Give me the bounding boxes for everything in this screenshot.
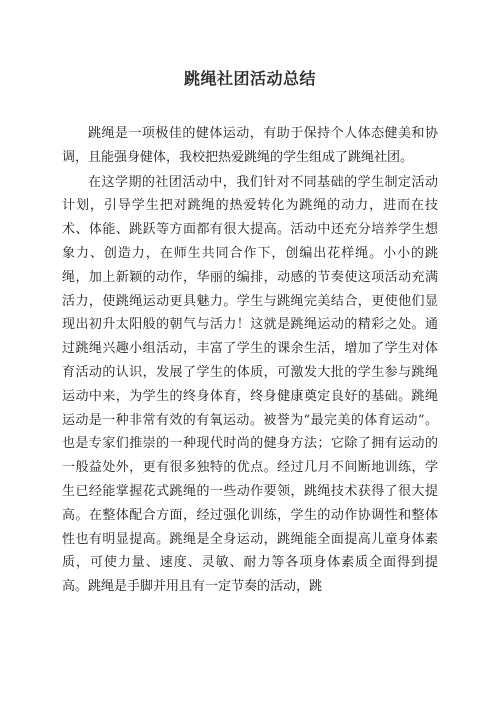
document-title: 跳绳社团活动总结 (183, 69, 316, 88)
paragraph-1: 跳绳是一项极佳的健体运动，有助于保持个人体态健美和协调，且能强身健体，我校把热爱跳绳的学生组成了跳绳社团。 (62, 126, 438, 165)
document-body (62, 122, 438, 599)
paragraph-2: 在这学期的社团活动中，我们针对不同基础的学生制定活动计划，引导学生把对跳绳的热爱转化为跳绳的动力，进而在技术、体能、跳跃等方面都有很大提高。活动中还充分培养学生想象力、创造力，在师生共同合作下，创编出花样绳。小小的跳绳，加上新颖的动作，华丽的编排，动感的节奏使这项活动充满活力，使跳绳运动更具魅力。学生与跳绳完美结合，更使他们显现出初升太阳般的朝气与活力！这就是跳绳运动的精彩之处。通过跳绳兴趣小组活动，丰富了学生的课余生活，增加了学生对体育活动的认识，发展了学生的体质，可激发大批的学生参与跳绳运动中来，为学生的终身体育，终身健康奠定良好的基础。跳绳运动是一种非常有效的有氧运动。被誉为“最完美的体育运动”。也是专家们推崇的一种现代时尚的健身方法；它除了拥有运动的一般益处外，更有很多独特的优点。经过几月不间断地训练，学生已经能掌握花式跳绳的一些动作要领，跳绳技术获得了很大提高。在整体配合方面，经过强化训练，学生的动作协调性和整体性也有明显提高。跳绳是全身运动，跳绳能全面提高儿童身体素质，可使力量、速度、灵敏、耐力等各项身体素质全面得到提高。跳绳是手脚并用且有一定节奏的活动，跳 (62, 174, 438, 595)
